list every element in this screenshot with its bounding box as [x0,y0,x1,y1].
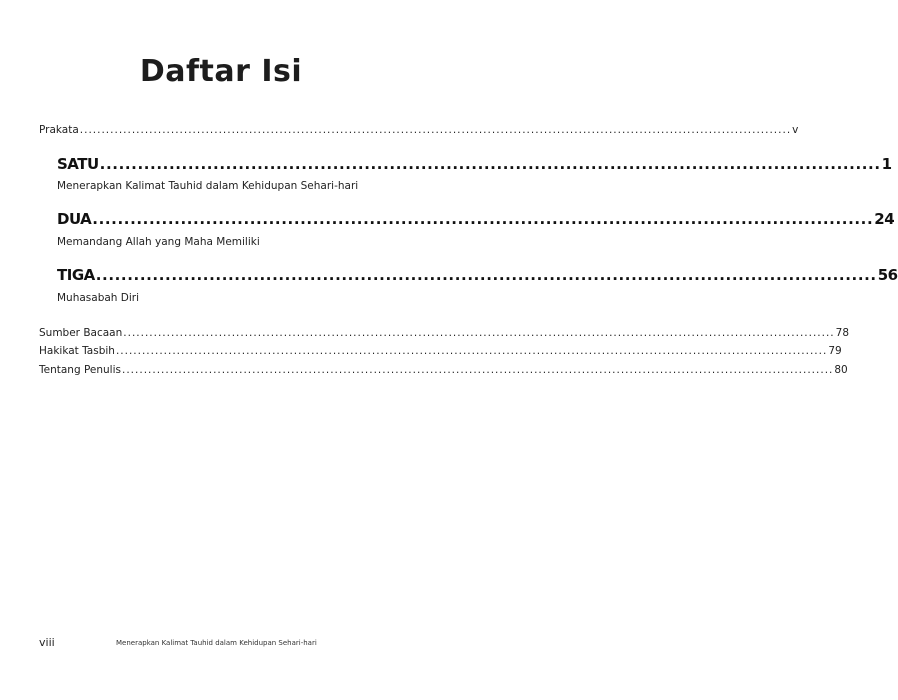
toc-entry-page: v [792,124,799,136]
chapter-subtitle-tiga: Muhasabah Diri [57,292,140,304]
toc-entry-page: 80 [834,364,848,376]
footer-page-number: viii [39,636,55,649]
toc-entry-sumber-bacaan[interactable] [39,327,850,339]
footer-book-title: Menerapkan Kalimat Tauhid dalam Kehidupan Sehari-hari [116,639,317,647]
toc-entry-label: Sumber Bacaan [39,327,123,339]
toc-chapter-satu[interactable] [57,155,892,173]
chapter-page: 56 [877,266,898,284]
leader-dots: .................................................................................................................................................................... [115,345,828,357]
leader-dots: .................................................................................................................................................................... [123,327,835,339]
toc-chapter-tiga[interactable] [57,266,898,284]
leader-dots: ............................................................................................................................ [95,266,877,284]
toc-entry-prakata[interactable] [39,124,799,136]
toc-entry-label: Tentang Penulis [39,364,121,376]
leader-dots: ............................................................................................................................ [92,210,874,228]
chapter-label: DUA [57,210,92,228]
chapter-subtitle-satu: Menerapkan Kalimat Tauhid dalam Kehidupan Sehari-hari [57,180,359,192]
toc-entry-label: Hakikat Tasbih [39,345,115,357]
toc-entry-page: 78 [835,327,850,339]
leader-dots: .................................................................................................................................................................... [122,364,834,376]
toc-chapter-dua[interactable] [57,210,895,228]
toc-entry-hakikat-tasbih[interactable] [39,345,842,357]
leader-dots: .................................................................................................................................................................... [79,124,792,136]
chapter-label: SATU [57,155,99,173]
page-title: Daftar Isi [139,54,303,89]
chapter-page: 1 [881,155,892,173]
toc-entry-tentang-penulis[interactable] [39,364,848,376]
chapter-subtitle-dua: Memandang Allah yang Maha Memiliki [57,236,260,248]
chapter-page: 24 [874,210,895,228]
toc-entry-page: 79 [828,345,842,357]
chapter-label: TIGA [57,266,95,284]
toc-entry-label: Prakata [39,124,79,136]
leader-dots: ............................................................................................................................ [99,155,881,173]
